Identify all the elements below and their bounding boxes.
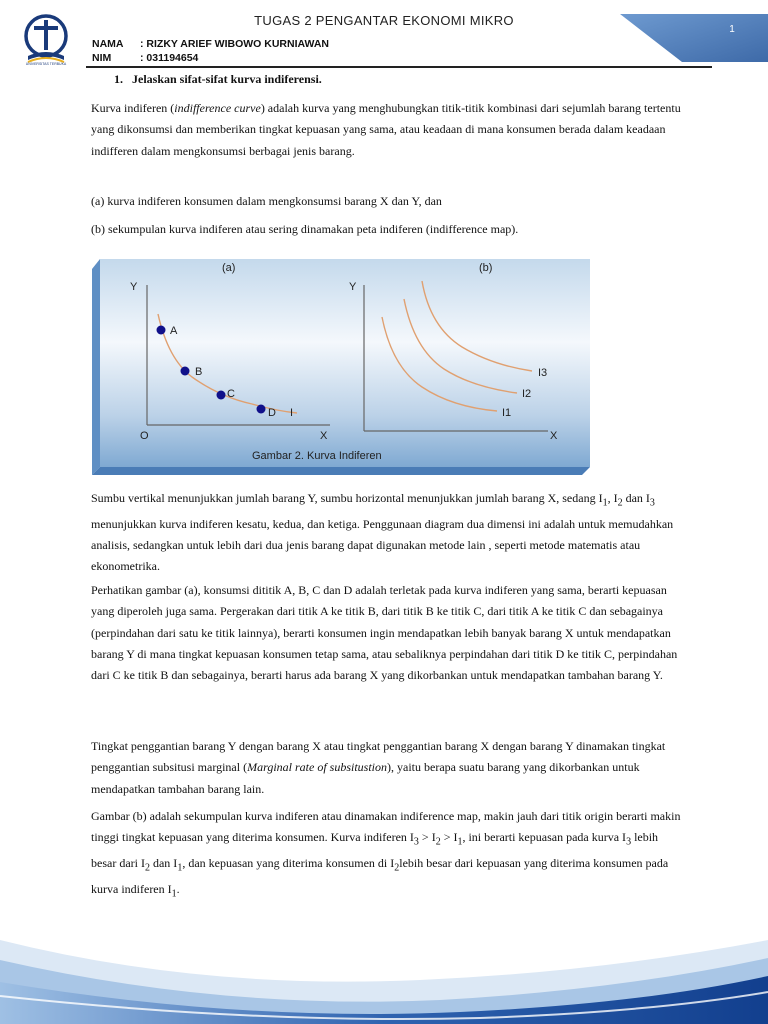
subscript: 3 — [649, 497, 655, 509]
panel-b-x-label: X — [550, 430, 558, 442]
subscript: 1 — [177, 862, 183, 874]
text-span: > I — [418, 830, 436, 845]
text-span: dan I — [622, 491, 650, 505]
text-span: Tingkat penggantian barang Y dengan barang X atau tingkat penggantian barang X dengan barang Y dinamakan tingkat penggantian subsitusi marginal ( — [91, 739, 666, 775]
curve-a-label: I — [290, 407, 294, 419]
text-span: , I — [607, 491, 618, 505]
question-number: 1. — [114, 72, 123, 86]
logo-caption: UNIVERSITAS TERBUKA — [25, 62, 67, 66]
subscript: 2 — [394, 862, 400, 874]
figure-caption: Gambar 2. Kurva Indiferen — [252, 450, 382, 462]
subscript: 1 — [171, 888, 177, 900]
figure-background — [100, 259, 590, 467]
text-span: Kurva indiferen ( — [91, 101, 175, 115]
point-c — [217, 391, 226, 400]
point-b-label: B — [195, 366, 203, 378]
paragraph-figure-b — [91, 806, 686, 904]
question-heading — [114, 72, 322, 87]
italic-term: indifference curve — [174, 101, 261, 115]
point-d-label: D — [268, 407, 276, 419]
text-span: Sumbu vertikal menunjukkan jumlah barang Y, sumbu horizontal menunjukkan jumlah barang X, sedang I — [91, 491, 603, 505]
point-a-label: A — [170, 325, 178, 337]
footer-wave-decoration — [0, 900, 768, 1024]
text-span: . — [176, 881, 180, 896]
text-span: , dan kepuasan yang diterima konsumen di I — [182, 855, 395, 870]
indifference-curve-figure — [92, 259, 590, 475]
point-d — [257, 405, 266, 414]
text-span: , ini berarti kepuasan pada kurva I — [462, 830, 627, 845]
point-a — [157, 326, 166, 335]
text-span: menunjukkan kurva indiferen kesatu, kedua, dan ketiga. Penggunaan diagram dua dimensi ini adalah untuk memudahkan analisis, sedangkan untuk lebih dari dua jenis barang dapat digunakan metode lain , seperti metode matematis atau ekonometrika. — [91, 516, 674, 574]
panel-a-x-label: X — [320, 430, 328, 442]
panel-b-y-label: Y — [349, 281, 357, 293]
name-line — [92, 38, 329, 50]
subscript: 3 — [413, 836, 419, 848]
italic-term: Marginal rate of subsitustion — [247, 760, 387, 775]
page-number: 1 — [729, 24, 735, 35]
paragraph-axes — [91, 488, 686, 578]
subscript: 1 — [602, 497, 608, 509]
name-label: NAMA — [92, 38, 124, 50]
panel-a-origin: O — [140, 430, 149, 442]
text-span: ) adalah kurva yang menghubungkan titik-titik kombinasi dari sejumlah barang tertentu yang dikonsumsi dan memberikan tingkat kepuasan yang sama, atau keadaan di mana konsumen berada dalam keadaan indifferen dalam mengkonsumsi berbagai jenis barang. — [91, 101, 681, 158]
subscript: 1 — [457, 836, 463, 848]
name-value: : RIZKY ARIEF WIBOWO KURNIAWAN — [140, 38, 329, 50]
header-divider — [86, 66, 712, 68]
curve-i2-label: I2 — [522, 388, 532, 400]
text-span: ), yaitu berapa suatu barang yang dikorbankan untuk mendapatkan tambahan barang lain. — [91, 760, 640, 796]
subscript: 3 — [626, 836, 632, 848]
subscript: 2 — [144, 862, 150, 874]
point-c-label: C — [227, 388, 235, 400]
text-span: dan I — [149, 855, 178, 870]
paragraph-definition — [91, 98, 686, 162]
page-number-tab — [620, 0, 768, 62]
question-text: Jelaskan sifat-sifat kurva indiferensi. — [132, 72, 322, 86]
paragraph-item-a: (a) kurva indiferen konsumen dalam mengkonsumsi barang X dan Y, dan — [91, 194, 442, 208]
subscript: 2 — [435, 836, 441, 848]
document-title: TUGAS 2 PENGANTAR EKONOMI MIKRO — [254, 13, 514, 28]
subscript: 2 — [617, 497, 623, 509]
text-span: > I — [440, 830, 458, 845]
panel-a-label: (a) — [222, 262, 236, 274]
text-span: Gambar (b) adalah sekumpulan kurva indiferen atau dinamakan indiference map, makin jauh dari titik origin berarti makin tinggi tingkat kepuasan yang diterima konsumen. Kurva indiferen I — [91, 809, 681, 845]
paragraph-figure-a: Perhatikan gambar (a), konsumsi dititik A, B, C dan D adalah terletak pada kurva indiferen yang sama, berarti kepuasan yang diperoleh juga sama. Pergerakan dari titik A ke titik B, dari titik B ke titik C, dari titik A ke titik C dan sebagainya (perpindahan dari satu ke titik lainnya), berarti konsumen ingin mendapatkan lebih banyak barang X untuk mendapatkan barang Y di mana tingkat kepuasan konsumen tetap sama, atau sebaliknya perpindahan dari titik D ke titik C, perpindahan dari C ke titik B dan sebagainya, berarti harus ada barang X yang dikorbankan untuk mendapatkan tambahan barang Y. — [91, 583, 678, 683]
panel-a-y-label: Y — [130, 281, 138, 293]
curve-i1-label: I1 — [502, 407, 512, 419]
nim-value: : 031194654 — [140, 52, 199, 64]
panel-b-label: (b) — [479, 262, 493, 274]
paragraph-item-b: (b) sekumpulan kurva indiferen atau sering dinamakan peta indiferen (indifference map). — [91, 222, 519, 236]
curve-i3-label: I3 — [538, 367, 548, 379]
nim-line — [92, 52, 198, 64]
text-span: lebih besar dari I — [91, 830, 659, 870]
paragraph-mrs — [91, 736, 686, 800]
text-span: lebih besar dari kepuasan yang diterima konsumen pada kurva indiferen I — [91, 855, 669, 896]
point-b — [181, 367, 190, 376]
nim-label: NIM — [92, 52, 112, 64]
